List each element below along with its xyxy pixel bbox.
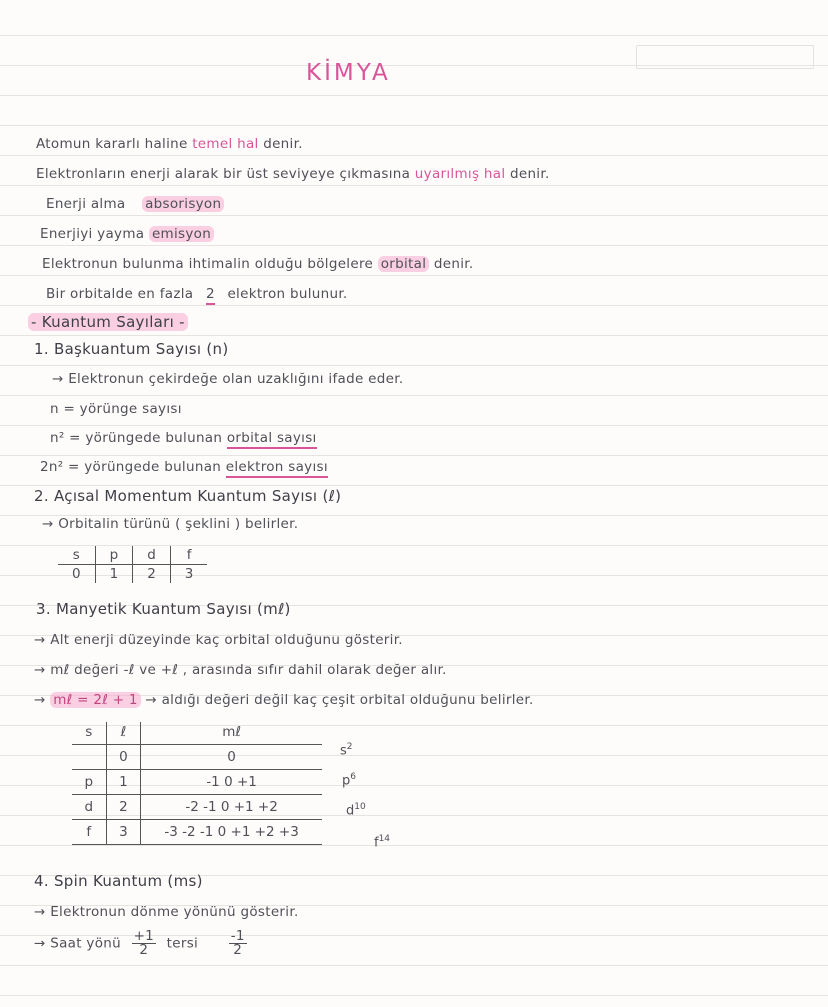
text: f (374, 835, 379, 851)
text: denir. (509, 166, 550, 182)
orbital-capacity-f (374, 834, 390, 850)
table-cell: ℓ (106, 722, 141, 745)
text: 10 (354, 802, 366, 812)
q4-desc-1: → Elektronun dönme yönünü gösterir. (34, 904, 299, 920)
highlight-number: 2 (206, 286, 215, 305)
text: Enerjiyi yayma (40, 226, 145, 242)
text: Bir orbitalde en fazla (46, 286, 194, 302)
table-cell: 1 (95, 565, 133, 584)
q2-heading: 2. Açısal Momentum Kuantum Sayısı (ℓ) (34, 487, 342, 505)
numerator: -1 (230, 928, 245, 944)
table-cell: 0 (106, 745, 141, 770)
q3-heading: 3. Manyetik Kuantum Sayısı (mℓ) (36, 600, 291, 618)
note-line-3 (46, 196, 224, 212)
text: → aldığı değeri değil kaç çeşit orbital olduğunu belirler. (145, 692, 534, 708)
formula-highlight: mℓ = 2ℓ + 1 (50, 692, 141, 708)
text: Elektronların enerji alarak bir üst seviyeye çıkmasına (36, 166, 411, 182)
orbital-capacity-d (346, 802, 366, 818)
table-cell: p (72, 770, 106, 795)
q1-row-1: n = yörünge sayısı (50, 401, 182, 417)
table-row (58, 565, 207, 584)
q4-heading: 4. Spin Kuantum (ms) (34, 872, 203, 890)
text: 2n² = yörüngede bulunan (40, 459, 222, 475)
note-line-2 (36, 166, 550, 182)
denominator: 2 (139, 942, 149, 958)
date-box (636, 45, 814, 69)
highlight-term: orbital (378, 256, 430, 272)
text: p (342, 773, 351, 789)
magnetic-quantum-table (72, 722, 322, 845)
q1-row-2 (50, 430, 317, 446)
table-row (72, 722, 322, 745)
table-cell: 3 (106, 820, 141, 845)
table-row (72, 770, 322, 795)
highlight-term: orbital sayısı (227, 430, 317, 449)
text: denir. (263, 136, 303, 152)
table-cell: -1 0 +1 (141, 770, 322, 795)
numerator: +1 (133, 928, 155, 944)
text: Elektronun bulunma ihtimalin olduğu bölgelere (42, 256, 374, 272)
q3-desc-2: → mℓ değeri -ℓ ve +ℓ , arasında sıfır dahil olarak değer alır. (34, 662, 447, 678)
page-title: KİMYA (306, 60, 391, 86)
note-line-4 (40, 226, 214, 242)
table-cell: f (72, 820, 106, 845)
text: tersi (166, 935, 199, 952)
text: Atomun kararlı haline (36, 136, 188, 152)
fraction-plus-half (132, 930, 157, 957)
text: → Saat yönü (34, 935, 121, 952)
table-cell: 0 (72, 566, 81, 582)
table-row (72, 795, 322, 820)
text: 2 (346, 742, 353, 752)
table-cell: f (170, 546, 207, 565)
table-cell: 2 (133, 565, 171, 584)
table-cell: 0 (141, 745, 322, 770)
table-cell: 3 (170, 565, 207, 584)
text: s (340, 743, 347, 759)
highlight-term: absorisyon (142, 196, 224, 212)
table-cell: -2 -1 0 +1 +2 (141, 795, 322, 820)
q3-desc-1: → Alt enerji düzeyinde kaç orbital olduğunu gösterir. (34, 632, 403, 648)
q1-heading: 1. Başkuantum Sayısı (n) (34, 340, 229, 358)
text: elektron bulunur. (227, 286, 348, 302)
denominator: 2 (233, 942, 243, 958)
arrow: → (34, 692, 46, 708)
orbital-type-table (58, 546, 207, 583)
text: 14 (378, 834, 391, 844)
table-cell: p (95, 546, 133, 565)
note-line-6 (46, 286, 348, 302)
note-line-5 (42, 256, 473, 272)
table-cell: -3 -2 -1 0 +1 +2 +3 (141, 820, 322, 845)
table-cell: 2 (106, 795, 141, 820)
fraction-minus-half (229, 930, 247, 957)
table-row (72, 745, 322, 770)
note-line-1 (36, 136, 303, 152)
table-cell: mℓ (141, 722, 322, 745)
orbital-capacity-s (340, 742, 353, 758)
text: 6 (350, 772, 356, 782)
text: d (346, 803, 355, 819)
q4-desc-2 (34, 930, 253, 957)
table-cell: 1 (106, 770, 141, 795)
highlight-term: uyarılmış hal (414, 166, 506, 182)
highlight-term: temel hal (192, 136, 259, 152)
table-cell: s (58, 546, 95, 565)
table-row (72, 820, 322, 845)
highlight-term: emisyon (149, 226, 214, 242)
text: Enerji alma (46, 196, 126, 212)
orbital-capacity-p (342, 772, 356, 788)
table-cell: d (133, 546, 171, 565)
table-cell: d (72, 795, 106, 820)
table-row (58, 546, 207, 565)
highlight-term: elektron sayısı (226, 459, 328, 478)
q1-description: → Elektronun çekirdeğe olan uzaklığını ifade eder. (52, 371, 404, 387)
text: n² = yörüngede bulunan (50, 430, 223, 446)
section-heading (28, 313, 188, 331)
q2-description: → Orbitalin türünü ( şeklini ) belirler. (42, 516, 299, 532)
text: denir. (433, 256, 474, 272)
table-cell: s (72, 722, 106, 745)
section-heading-text: - Kuantum Sayıları - (28, 313, 188, 331)
q1-row-3 (40, 459, 328, 475)
q3-desc-3 (34, 692, 534, 708)
